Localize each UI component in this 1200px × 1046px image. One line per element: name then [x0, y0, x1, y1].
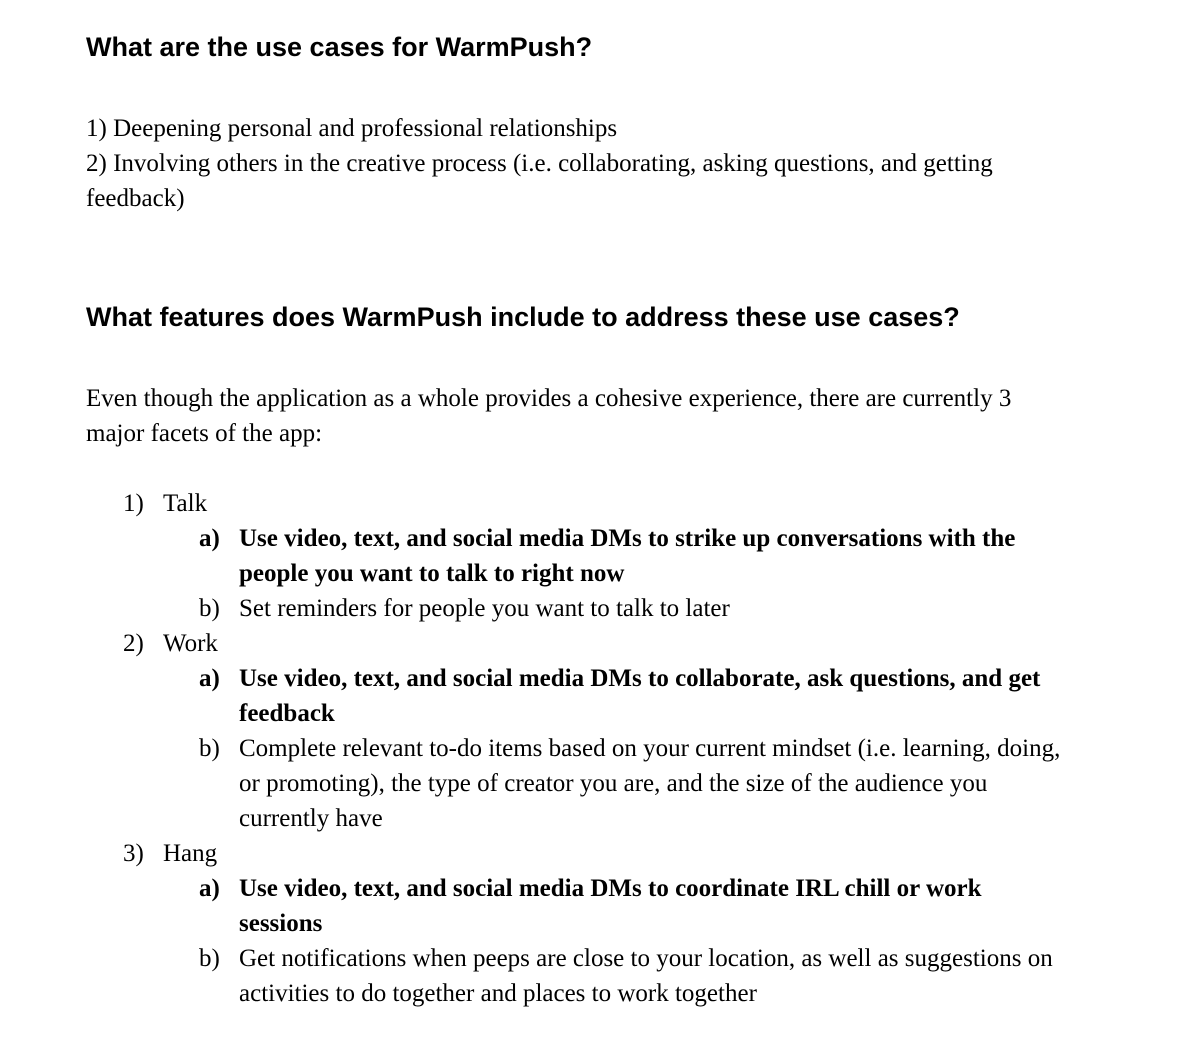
facet-3-label: Hang [163, 840, 218, 867]
facet-1-item-b [239, 591, 1089, 626]
facet-3-item-a-marker: a) [199, 875, 220, 902]
use-cases-list [86, 111, 1086, 216]
facet-2-item-b [239, 731, 1089, 836]
facet-1-item-a-line-1: Use video, text, and social media DMs to strike up conversations with the [239, 525, 1016, 552]
facet-1-item-b-line-1: Set reminders for people you want to talk to later [239, 595, 730, 622]
facet-1-item-b-marker: b) [199, 595, 220, 622]
facet-3-item-b [239, 941, 1089, 1011]
intro-line-1: Even though the application as a whole provides a cohesive experience, there are currently 3 [86, 385, 1012, 412]
use-case-2-continued: feedback) [86, 185, 185, 212]
facet-2-number: 2) [123, 630, 144, 657]
facet-1-number: 1) [123, 490, 144, 517]
use-case-2: 2) Involving others in the creative process (i.e. collaborating, asking questions, and getting [86, 150, 993, 177]
facet-2-item-a-marker: a) [199, 665, 220, 692]
use-case-1: 1) Deepening personal and professional relationships [86, 115, 618, 142]
facet-2-item-b-marker: b) [199, 735, 220, 762]
facet-3-item-a-line-2: sessions [239, 910, 323, 937]
facet-3-number: 3) [123, 840, 144, 867]
facet-2-item-a [239, 661, 1089, 731]
facet-1-item-a-marker: a) [199, 525, 220, 552]
facet-1-item-a-line-2: people you want to talk to right now [239, 560, 625, 587]
facet-2-item-b-line-2: or promoting), the type of creator you are, and the size of the audience you [239, 770, 988, 797]
heading-use-cases: What are the use cases for WarmPush? [86, 32, 593, 62]
facet-2-item-b-line-3: currently have [239, 805, 383, 832]
facet-1-item-a [239, 521, 1089, 591]
facet-2-item-a-line-1: Use video, text, and social media DMs to collaborate, ask questions, and get [239, 665, 1041, 692]
facet-3-item-b-line-1: Get notifications when peeps are close to your location, as well as suggestions on [239, 945, 1053, 972]
intro-line-2: major facets of the app: [86, 420, 323, 447]
facet-3-item-b-line-2: activities to do together and places to work together [239, 980, 757, 1007]
facet-2-item-a-line-2: feedback [239, 700, 335, 727]
facet-3-item-b-marker: b) [199, 945, 220, 972]
facet-2-label: Work [163, 630, 218, 657]
facet-3-item-a [239, 871, 1089, 941]
heading-features: What features does WarmPush include to address these use cases? [86, 302, 960, 332]
facet-1-label: Talk [163, 490, 208, 517]
intro-paragraph [86, 381, 1086, 451]
facet-2-item-b-line-1: Complete relevant to-do items based on your current mindset (i.e. learning, doing, [239, 735, 1061, 762]
facet-3-item-a-line-1: Use video, text, and social media DMs to coordinate IRL chill or work [239, 875, 982, 902]
